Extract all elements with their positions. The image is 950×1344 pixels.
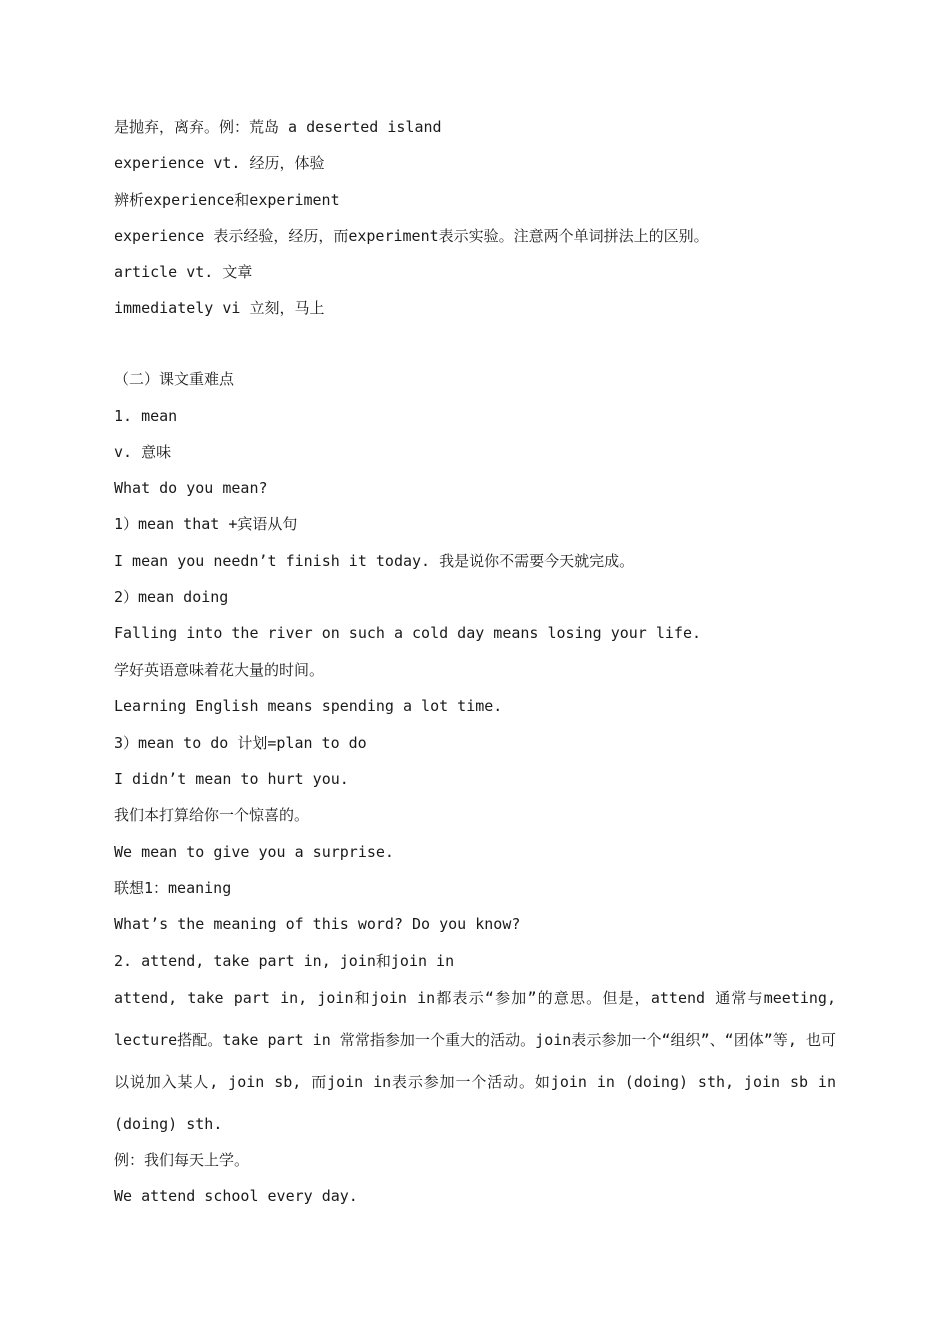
vocab-distinguish-title: 辨析experience和experiment (114, 191, 340, 209)
mean-pos: v. 意味 (114, 443, 172, 461)
mean-usage-3: 3）mean to do 计划=plan to do (114, 734, 367, 752)
attend-title: 2. attend, take part in, join和join in (114, 952, 455, 970)
vocab-distinguish-text: experience 表示经验，经历，而experiment表示实验。注意两个单词拼法上的区别。 (114, 227, 709, 245)
section-heading: （二）课文重难点 (114, 370, 235, 388)
vocab-article-entry: article vt. 文章 (114, 263, 253, 281)
mean-usage-3-example-2-en: We mean to give you a surprise. (114, 843, 394, 861)
vocab-immediately-entry: immediately vi 立刻，马上 (114, 299, 325, 317)
mean-association-example: What’s the meaning of this word? Do you know? (114, 915, 521, 933)
mean-usage-2-example-2-cn: 学好英语意味着花大量的时间。 (114, 661, 325, 679)
vocab-experience-entry: experience vt. 经历，体验 (114, 154, 325, 172)
attend-example-cn: 例：我们每天上学。 (114, 1151, 250, 1169)
mean-usage-2: 2）mean doing (114, 588, 229, 606)
mean-usage-2-example-2-en: Learning English means spending a lot time. (114, 697, 503, 715)
mean-usage-1-example: I mean you needn’t finish it today. 我是说你不需要今天就完成。 (114, 552, 635, 570)
mean-usage-3-example-2-cn: 我们本打算给你一个惊喜的。 (114, 806, 310, 824)
mean-usage-2-example-1: Falling into the river on such a cold day means losing your life. (114, 624, 701, 642)
mean-usage-3-example-1: I didn’t mean to hurt you. (114, 770, 349, 788)
mean-association: 联想1：meaning (114, 879, 232, 897)
mean-title: 1. mean (114, 407, 178, 425)
vocab-deserted-line: 是抛弃，离弃。例：荒岛 a deserted island (114, 118, 442, 136)
mean-example: What do you mean? (114, 479, 268, 497)
attend-explanation: attend, take part in, join和join in都表示“参加”的意思。但是，attend 通常与meeting, lecture搭配。take part in 常常指参加一个重大的活动。join表示参加一个“组织”、“团体”等, 也可以说加入某人, join sb, 而join in表示参加一个活动。如join in (doing) sth, join sb in (doing) sth. (114, 989, 836, 1133)
mean-usage-1: 1）mean that +宾语从句 (114, 515, 298, 533)
attend-example-en: We attend school every day. (114, 1187, 358, 1205)
